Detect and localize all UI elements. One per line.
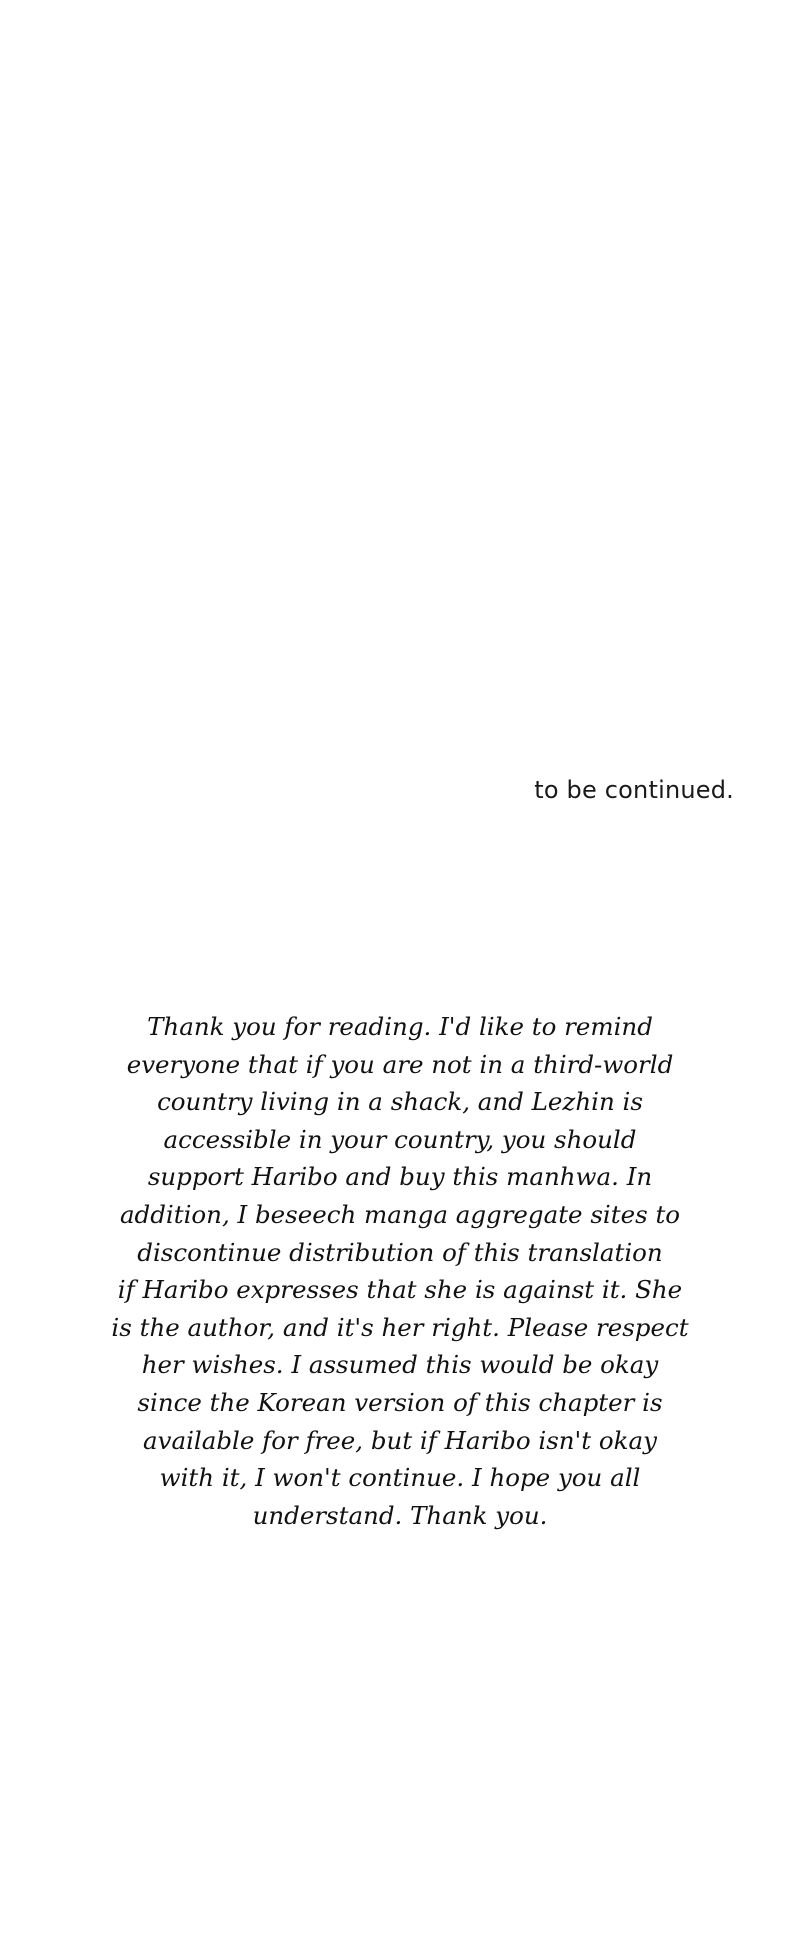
note-line: is the author, and it's her right. Please respect xyxy=(111,1312,689,1342)
note-line: since the Korean version of this chapter is xyxy=(137,1387,663,1417)
note-line: Thank you for reading. I'd like to remind xyxy=(147,1012,653,1041)
note-line: everyone that if you are not in a third-world xyxy=(126,1049,674,1079)
note-line: if Haribo expresses that she is against it. She xyxy=(117,1275,683,1305)
note-line: accessible in your country, you should xyxy=(163,1124,637,1154)
note-line: with it, I won't continue. I hope you all xyxy=(159,1463,641,1493)
note-line: her wishes. I assumed this would be okay xyxy=(141,1350,659,1380)
to-be-continued-text: to be continued. xyxy=(534,776,734,804)
note-line: understand. Thank you. xyxy=(252,1500,548,1530)
note-line: discontinue distribution of this translation xyxy=(137,1237,663,1267)
note-line: support Haribo and buy this manhwa. In xyxy=(147,1162,653,1192)
note-line: available for free, but if Haribo isn't okay xyxy=(143,1425,657,1455)
note-line: addition, I beseech manga aggregate sites to xyxy=(119,1199,681,1229)
note-line: country living in a shack, and Lezhin is xyxy=(157,1087,643,1117)
translator-note xyxy=(90,1008,710,1534)
